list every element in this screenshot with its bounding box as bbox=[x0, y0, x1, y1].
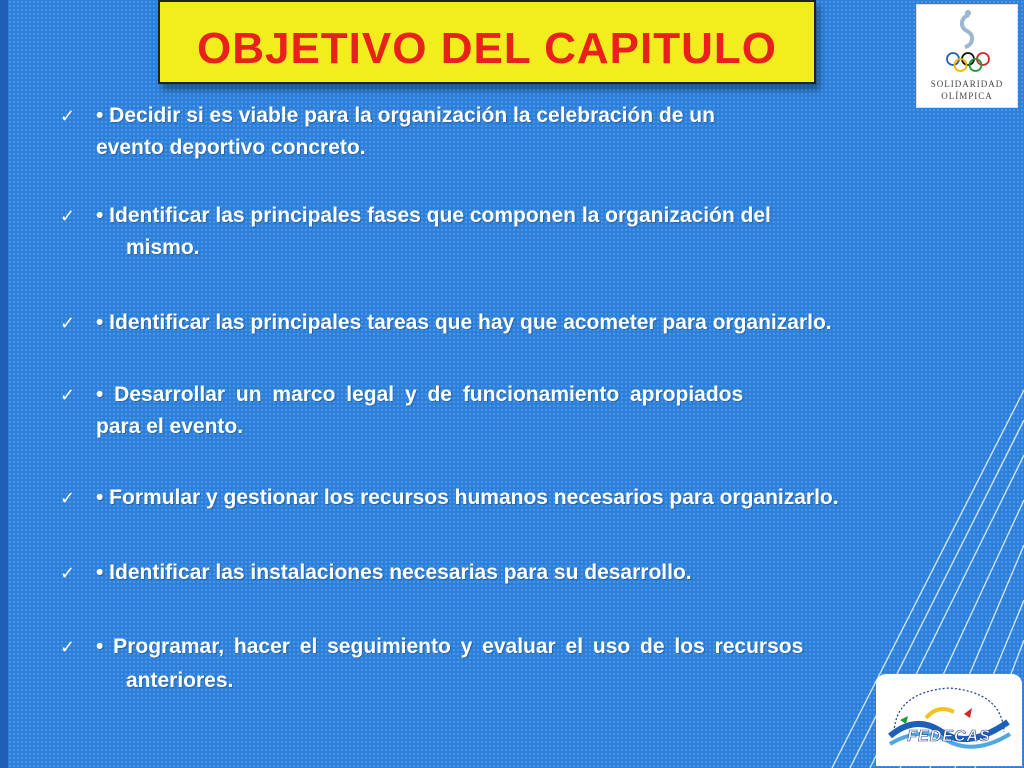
item-text-line2: mismo. bbox=[126, 236, 200, 259]
fedecas-logo bbox=[876, 674, 1022, 766]
item-text-line1: • Identificar las instalaciones necesarias para su desarrollo. bbox=[96, 561, 692, 584]
fedecas-emblem-icon bbox=[876, 674, 1022, 766]
fedecas-wordmark: FEDECAS bbox=[907, 728, 991, 745]
checkmark-icon: ✓ bbox=[60, 563, 76, 584]
title-banner bbox=[158, 0, 816, 84]
checkmark-icon: ✓ bbox=[60, 385, 76, 406]
checkmark-icon: ✓ bbox=[60, 206, 76, 227]
checkmark-icon: ✓ bbox=[60, 488, 76, 509]
item-text-line2: anteriores. bbox=[126, 669, 234, 692]
item-text-line1: • Desarrollar un marco legal y de funcionamiento apropiados bbox=[96, 383, 744, 406]
solidaridad-olimpica-logo bbox=[916, 4, 1018, 108]
logo-line-2: OLÍMPICA bbox=[941, 91, 993, 101]
item-text-line2: evento deportivo concreto. bbox=[96, 136, 366, 159]
checkmark-icon: ✓ bbox=[60, 106, 76, 127]
item-text-line1: • Decidir si es viable para la organización la celebración de un bbox=[96, 104, 715, 127]
checkmark-icon: ✓ bbox=[60, 313, 76, 334]
item-text-line1: • Identificar las principales tareas que hay que acometer para organizarlo. bbox=[96, 311, 832, 334]
item-text-line1: • Identificar las principales fases que componen la organización del bbox=[96, 204, 771, 227]
item-text-line2: para el evento. bbox=[96, 415, 244, 438]
slide-title: OBJETIVO DEL CAPITULO bbox=[196, 24, 778, 73]
logo-line-1: SOLIDARIDAD bbox=[930, 79, 1004, 89]
olympic-rings-icon bbox=[917, 5, 1019, 75]
item-text-line1: • Formular y gestionar los recursos humanos necesarios para organizarlo. bbox=[96, 486, 839, 509]
left-accent-stripe bbox=[0, 0, 8, 768]
checkmark-icon: ✓ bbox=[60, 637, 76, 658]
item-text-line1: • Programar, hacer el seguimiento y evaluar el uso de los recursos bbox=[96, 635, 804, 658]
